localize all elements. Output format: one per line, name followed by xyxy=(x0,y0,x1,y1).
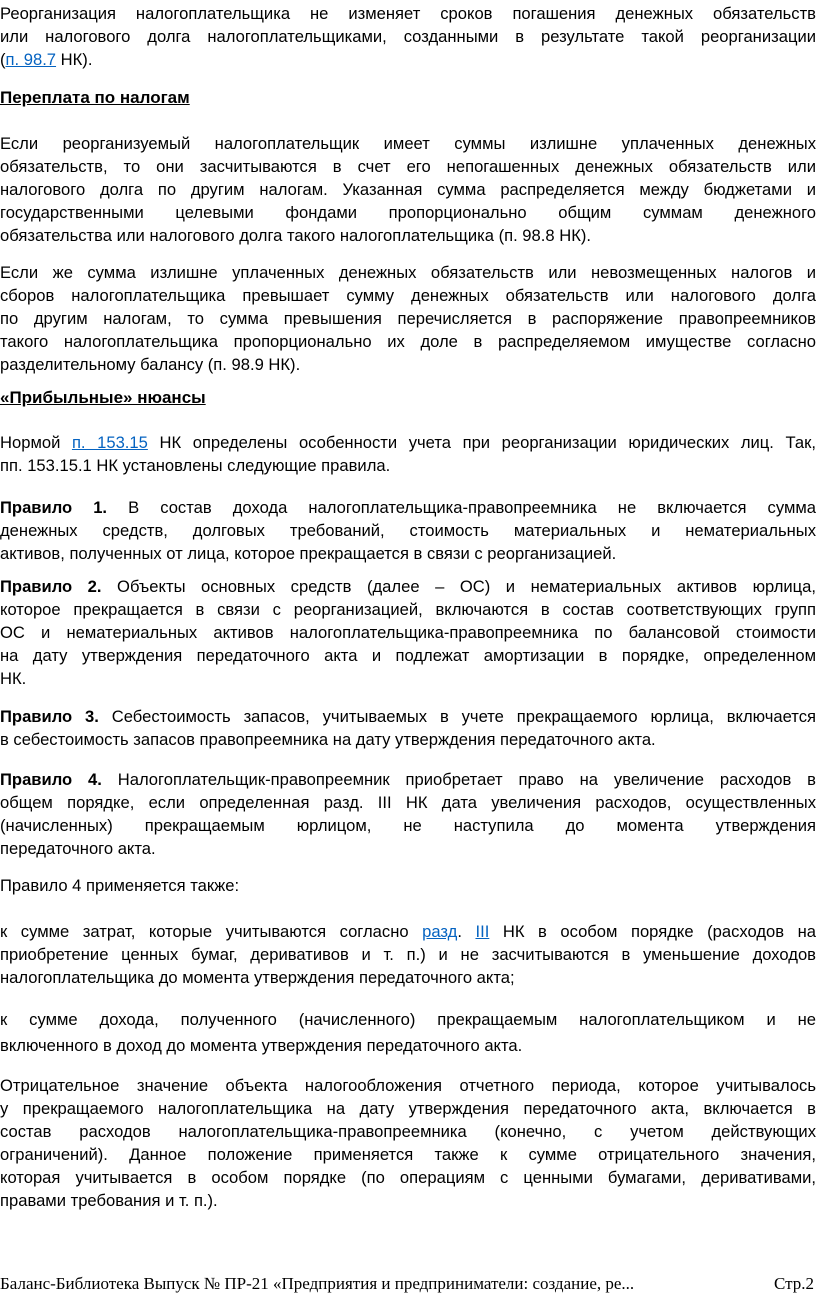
text-line: денежных средств, долговых требований, стоимость материальных и нематериальных xyxy=(0,521,816,540)
paragraph-rule-4-also xyxy=(0,874,816,897)
paragraph-item-income xyxy=(0,1008,816,1057)
paragraph-excess-amount xyxy=(0,261,816,376)
text-span: Объекты основных средств (далее – ОС) и нематериальных активов юрлица, xyxy=(101,577,816,596)
paragraph-item-costs xyxy=(0,920,816,989)
text-line: к сумме дохода, полученного (начисленного) прекращаемым налогоплательщиком и не xyxy=(0,1010,816,1029)
text-line: разделительному балансу (п. 98.9 НК). xyxy=(0,355,301,374)
text-span: НК в особом порядке (расходов на xyxy=(489,922,816,941)
paragraph-reorganization xyxy=(0,2,816,71)
text-line: активов, полученных от лица, которое прекращается в связи с реорганизацией. xyxy=(0,544,617,563)
text-line: Реорганизация налогоплательщика не изменяет сроков погашения денежных обязательств xyxy=(0,4,816,23)
text-line: обязательств, то они засчитываются в счет его непогашенных денежных обязательств или xyxy=(0,157,816,176)
text-line: общем порядке, если определенная разд. III НК дата увеличения расходов, осуществленных xyxy=(0,793,816,812)
page-number: Стр.2 xyxy=(773,1274,814,1293)
link-razd[interactable]: разд xyxy=(422,922,458,941)
paragraph-rule-1 xyxy=(0,496,816,565)
text-line xyxy=(0,496,816,519)
paragraph-rule-3 xyxy=(0,705,816,751)
text-line: Если же сумма излишне уплаченных денежных обязательств или невозмещенных налогов и xyxy=(0,263,816,282)
link-p-153-15[interactable]: п. 153.15 xyxy=(71,433,148,452)
link-p-98-7[interactable]: п. 98.7 xyxy=(5,50,57,69)
rule-label: Правило 2. xyxy=(0,577,102,596)
text-line: у прекращаемого налогоплательщика на дату утверждения передаточного акта, включается в xyxy=(0,1099,816,1118)
paragraph-rule-4 xyxy=(0,768,816,860)
text-line xyxy=(0,48,816,71)
text-line: налогоплательщика до момента утверждения передаточного акта; xyxy=(0,968,515,987)
text-line: налогового долга по другим налогам. Указанная сумма распределяется между бюджетами и xyxy=(0,180,816,199)
text-line: которая учитывается в особом порядке (по операциям с ценными бумагами, деривативами, xyxy=(0,1168,816,1187)
text-line xyxy=(0,575,816,598)
text-line: такого налогоплательщика пропорционально их доле в распределяемом имуществе согласно xyxy=(0,332,816,351)
text-span: НК определены особенности учета при реорганизации юридических лиц. Так, xyxy=(147,433,816,452)
heading-overpayment: Переплата по налогам xyxy=(0,88,190,107)
text-line: Отрицательное значение объекта налогообложения отчетного периода, которое учитывалось xyxy=(0,1076,816,1095)
text-line: или налогового долга налогоплательщиками, созданными в результате такой реорганизации xyxy=(0,27,816,46)
text-line: (начисленных) прекращаемым юрлицом, не наступила до момента утверждения xyxy=(0,816,816,835)
text-line xyxy=(0,431,816,454)
text-line xyxy=(0,768,816,791)
rule-label: Правило 4. xyxy=(0,770,102,789)
text-span: НК). xyxy=(56,50,93,69)
text-line: на дату утверждения передаточного акта и подлежат амортизации в порядке, определенном xyxy=(0,646,816,665)
text-line: по другим налогам, то сумма превышения перечисляется в распоряжение правопреемников xyxy=(0,309,816,328)
heading-profit-nuances: «Прибыльные» нюансы xyxy=(0,388,206,407)
text-line: НК. xyxy=(0,669,27,688)
text-line: приобретение ценных бумаг, деривативов и т. п.) и не засчитываются в уменьшение доходов xyxy=(0,945,816,964)
paragraph-norm xyxy=(0,431,816,477)
rule-label: Правило 1. xyxy=(0,498,108,517)
text-line: обязательства или налогового долга такого налогоплательщика (п. 98.8 НК). xyxy=(0,226,591,245)
text-line: в себестоимость запасов правопреемника на дату утверждения передаточного акта. xyxy=(0,730,656,749)
text-line xyxy=(0,920,816,943)
footer-text: Баланс-Библиотека Выпуск № ПР-21 «Предприятия и предприниматели: создание, ре... xyxy=(0,1274,635,1293)
text-line: ограничений). Данное положение применяется также к сумме отрицательного значения, xyxy=(0,1145,816,1164)
text-span: Нормой xyxy=(0,433,72,452)
rule-label: Правило 3. xyxy=(0,707,99,726)
text-line: государственными целевыми фондами пропорционально общим суммам денежного xyxy=(0,203,816,222)
page-footer xyxy=(0,1272,816,1296)
text-span: В состав дохода налогоплательщика-правопреемника не включается сумма xyxy=(107,498,816,517)
text-line: сборов налогоплательщика превышает сумму денежных обязательств или налогового долга xyxy=(0,286,816,305)
text-span: ( xyxy=(0,50,6,69)
text-line: Правило 4 применяется также: xyxy=(0,876,240,895)
text-line: пп. 153.15.1 НК установлены следующие правила. xyxy=(0,456,391,475)
text-line: ОС и нематериальных активов налогоплательщика-правопреемника по балансовой стоимости xyxy=(0,623,816,642)
paragraph-rule-2 xyxy=(0,575,816,690)
text-line: включенного в доход до момента утверждения передаточного акта. xyxy=(0,1036,523,1055)
text-span: Себестоимость запасов, учитываемых в учете прекращаемого юрлица, включается xyxy=(98,707,816,726)
text-line: передаточного акта. xyxy=(0,839,156,858)
text-span: Налогоплательщик-правопреемник приобретает право на увеличение расходов в xyxy=(101,770,816,789)
text-line: состав расходов налогоплательщика-правопреемника (конечно, с учетом действующих xyxy=(0,1122,816,1141)
text-line: правами требования и т. п.). xyxy=(0,1191,218,1210)
text-line: Если реорганизуемый налогоплательщик имеет суммы излишне уплаченных денежных xyxy=(0,134,816,153)
text-line: которое прекращается в связи с реорганизацией, включаются в состав соответствующих групп xyxy=(0,600,816,619)
text-span: к сумме затрат, которые учитываются согласно xyxy=(0,922,423,941)
paragraph-negative-value xyxy=(0,1074,816,1212)
paragraph-overpayment xyxy=(0,132,816,247)
text-line xyxy=(0,705,816,728)
link-section-iii[interactable]: III xyxy=(475,922,490,941)
text-span: . xyxy=(457,922,476,941)
